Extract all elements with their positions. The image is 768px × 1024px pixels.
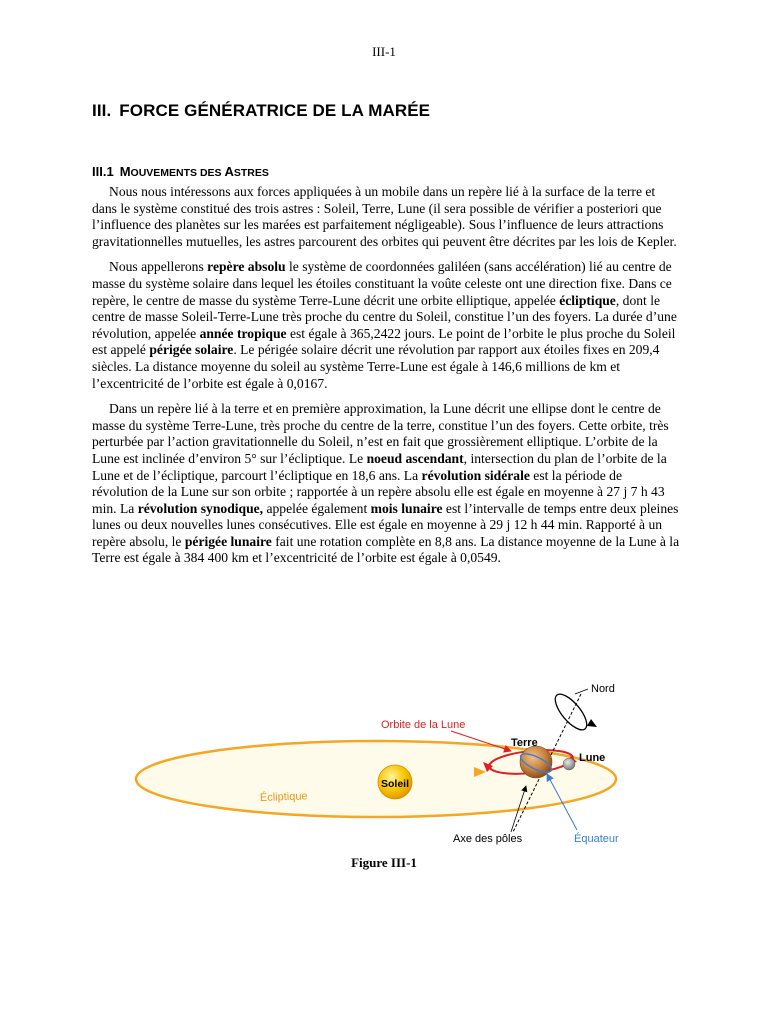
sun-label: Soleil [380, 778, 410, 790]
page-number: III-1 [372, 44, 396, 59]
moon [563, 758, 575, 770]
section-heading: III.1 MOUVEMENTS DES ASTRES [92, 164, 269, 179]
chapter-title: FORCE GÉNÉRATRICE DE LA MARÉE [119, 101, 431, 120]
equator-label: Équateur [574, 833, 619, 845]
north-rotation [550, 689, 592, 734]
figure-caption: Figure III-1 [351, 855, 417, 870]
earth [520, 746, 552, 778]
paragraph-1: Nous nous intéressons aux forces appliquées à un mobile dans un repère lié à la surface de la terre et dans le système constitué des trois astres : Soleil, Terre, Lune (il sera possible de vérifier a posteriori que l’influence des planètes sur les marées est parfaitement négligeable). Sous l’influence de leurs attractions gravitationnelles mutuelles, les astres parcourent des orbites qui peuvent être décrites par les lois de Kepler. [92, 184, 677, 249]
moon-label: Lune [579, 752, 606, 764]
ecliptic-label: Écliptique [259, 790, 308, 804]
north-label: Nord [591, 683, 615, 695]
chapter-heading [92, 101, 430, 121]
section-number: III.1 [92, 164, 114, 179]
orbit-diagram [131, 676, 651, 846]
earth-label: Terre [511, 737, 538, 749]
paragraph-3: Dans un repère lié à la terre et en première approximation, la Lune décrit une ellipse dont le centre de masse du système Terre-Lune, très proche du centre de la terre, constitue l’un des foyers. Cette orbite, très perturbée par l’action gravitationnelle du Soleil, n’est en fait que grossièrement elliptique. L’orbite de la Lune est inclinée d’environ 5° sur l’écliptique. Le noeud ascendant, intersection du plan de l’orbite de la Lune et de l’écliptique, parcourt l’écliptique en 18,6 ans. La révolution sidérale est la période de révolution de la Lune sur son orbite ; rapportée à un repère absolu elle est égale en moyenne à 27 j 7 h 43 min. La révolution synodique, appelée également mois lunaire est l’intervalle de temps entre deux pleines lunes ou deux nouvelles lunes consécutives. Elle est égale en moyenne à 29 j 12 h 44 min. Rapporté à un repère absolu, le périgée lunaire fait une rotation complète en 8,8 ans. La distance moyenne de la Lune à la Terre est égale à 384 400 km et l’excentricité de l’orbite est égale à 0,0549. [92, 401, 680, 566]
moon-orbit-label: Orbite de la Lune [381, 719, 466, 731]
paragraph-2: Nous appellerons repère absolu le système de coordonnées galiléen (sans accélération) lié au centre de masse du système solaire dans lequel les étoiles constituant la voûte celeste ont une direction fixe. Dans ce repère, le centre de masse du système Terre-Lune décrit une orbite elliptique, appelée écliptique, dont le centre de masse Soleil-Terre-Lune très proche du centre du Soleil, constitue l’un des foyers. La durée d’une révolution, appelée année tropique est égale à 365,2422 jours. Le point de l’orbite le plus proche du Soleil est appelé périgée solaire. Le périgée solaire décrit une révolution par rapport aux étoiles fixes en 209,4 siècles. La distance moyenne du soleil au système Terre-Lune est égale à 146,6 millions de km et l’excentricité de l’orbite est égale à 0,0167. [92, 259, 677, 391]
pole-axis-label: Axe des pôles [453, 833, 523, 845]
body-text [92, 184, 680, 576]
chapter-number: III. [92, 101, 112, 120]
